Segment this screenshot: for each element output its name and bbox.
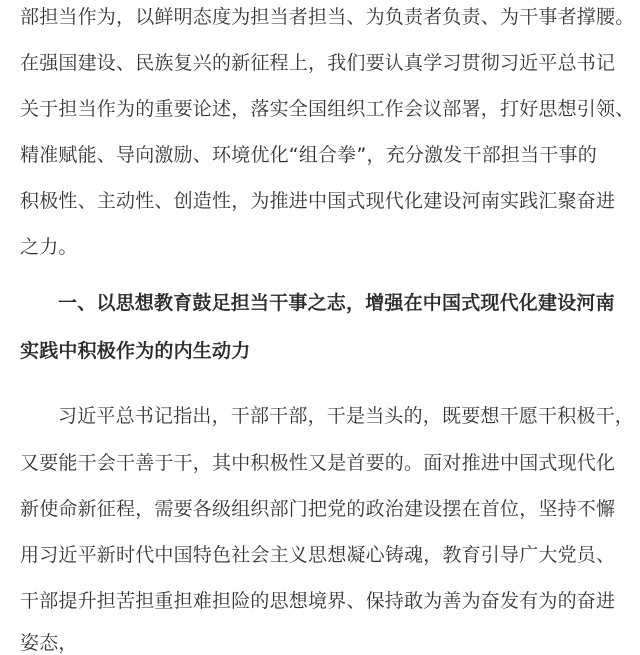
paragraph-line: 精准赋能、导向激励、环境优化“组合拳”，充分激发干部担当干事的 [20, 144, 597, 166]
paragraph-line: 关于担当作为的重要论述，落实全国组织工作会议部署，打好思想引领、 [20, 98, 635, 120]
paragraph-line: 之力。 [20, 236, 78, 258]
paragraph-line: 干部提升担苦担重担难担险的思想境界、保持敢为善为奋发有为的奋进 [20, 590, 616, 612]
paragraph-line: 姿态， [20, 632, 78, 654]
paragraph-line: 用习近平新时代中国特色社会主义思想凝心铸魂，教育引导广大党员、 [20, 544, 616, 566]
section-heading-line: 一、以思想教育鼓足担当干事之志，增强在中国式现代化建设河南 [58, 292, 615, 314]
paragraph-line: 习近平总书记指出，干部干部，干是当头的，既要想干愿干积极干， [58, 405, 635, 427]
paragraph-line: 部担当作为，以鲜明态度为担当者担当、为负责者负责、为干事者撑腰。 [20, 6, 635, 28]
paragraph-line: 又要能干会干善于干，其中积极性又是首要的。面对推进中国式现代化 [20, 452, 616, 474]
paragraph-line: 在强国建设、民族复兴的新征程上，我们要认真学习贯彻习近平总书记 [20, 52, 616, 74]
section-heading-line: 实践中积极作为的内生动力 [20, 340, 251, 362]
paragraph-line: 新使命新征程，需要各级组织部门把党的政治建设摆在首位，坚持不懈 [20, 498, 616, 520]
paragraph-line: 积极性、主动性、创造性，为推进中国式现代化建设河南实践汇聚奋进 [20, 190, 616, 212]
